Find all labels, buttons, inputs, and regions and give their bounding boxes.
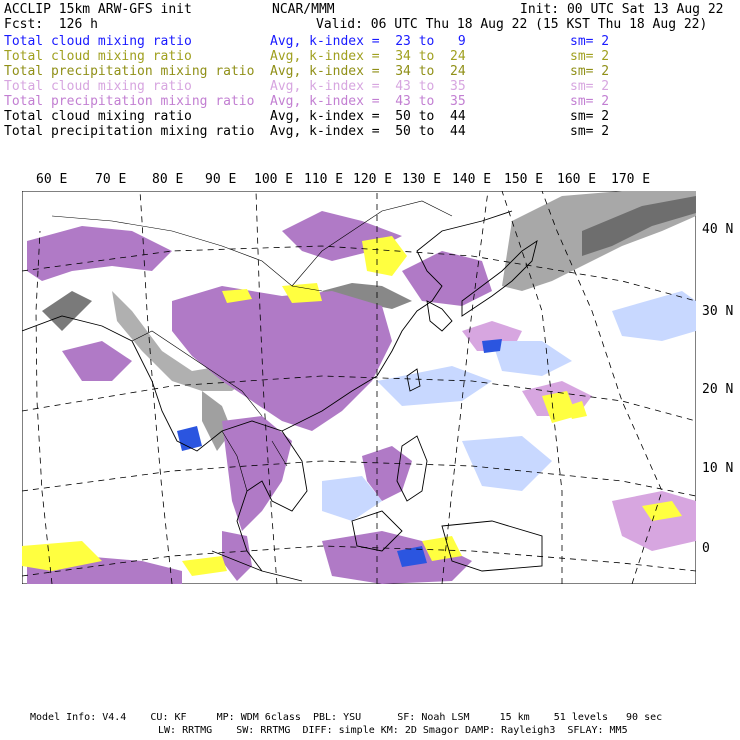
valid-time: Valid: 06 UTC Thu 18 Aug 22 (15 KST Thu 18 Aug 22) [316, 17, 708, 32]
legend-smoothing: sm= 2 [570, 124, 610, 139]
lon-label: 80 E [152, 172, 184, 187]
lon-label: 120 E [353, 172, 393, 187]
legend-index-range: Avg, k-index = 50 to 44 [270, 124, 466, 139]
lat-label: 10 N [702, 461, 734, 476]
legend-smoothing: sm= 2 [570, 34, 610, 49]
legend-field: Total cloud mixing ratio [4, 79, 192, 94]
legend-index-range: Avg, k-index = 34 to 24 [270, 49, 466, 64]
lat-label: 30 N [702, 304, 734, 319]
lon-label: 170 E [611, 172, 651, 187]
lon-label: 140 E [452, 172, 492, 187]
legend-field: Total precipitation mixing ratio [4, 64, 255, 79]
legend-field: Total cloud mixing ratio [4, 109, 192, 124]
lon-label: 150 E [504, 172, 544, 187]
legend-smoothing: sm= 2 [570, 109, 610, 124]
lon-label: 100 E [254, 172, 294, 187]
init-time: Init: 00 UTC Sat 13 Aug 22 [520, 2, 724, 17]
forecast-map [22, 191, 696, 584]
lon-label: 160 E [557, 172, 597, 187]
lon-label: 130 E [402, 172, 442, 187]
legend-smoothing: sm= 2 [570, 49, 610, 64]
lat-label: 40 N [702, 222, 734, 237]
legend-field: Total cloud mixing ratio [4, 34, 192, 49]
legend-smoothing: sm= 2 [570, 64, 610, 79]
legend-index-range: Avg, k-index = 43 to 35 [270, 79, 466, 94]
legend-field: Total precipitation mixing ratio [4, 94, 255, 109]
legend-field: Total precipitation mixing ratio [4, 124, 255, 139]
lon-label: 70 E [95, 172, 127, 187]
legend-index-range: Avg, k-index = 34 to 24 [270, 64, 466, 79]
model-title: ACCLIP 15km ARW-GFS init [4, 2, 192, 17]
legend-index-range: Avg, k-index = 43 to 35 [270, 94, 466, 109]
lat-label: 20 N [702, 382, 734, 397]
legend-smoothing: sm= 2 [570, 79, 610, 94]
legend-index-range: Avg, k-index = 23 to 9 [270, 34, 466, 49]
lat-label: 0 [702, 541, 710, 556]
model-info-line1: Model Info: V4.4 CU: KF MP: WDM 6class PBL: YSU SF: Noah LSM 15 km 51 levels 90 sec [30, 712, 663, 723]
forecast-hour: Fcst: 126 h [4, 17, 98, 32]
legend-smoothing: sm= 2 [570, 94, 610, 109]
lon-label: 60 E [36, 172, 68, 187]
legend-field: Total cloud mixing ratio [4, 49, 192, 64]
lon-label: 110 E [304, 172, 344, 187]
legend-index-range: Avg, k-index = 50 to 44 [270, 109, 466, 124]
model-info-line2: LW: RRTMG SW: RRTMG DIFF: simple KM: 2D Smagor DAMP: Rayleigh3 SFLAY: MM5 [158, 725, 628, 736]
lon-label: 90 E [205, 172, 237, 187]
org-label: NCAR/MMM [272, 2, 335, 17]
